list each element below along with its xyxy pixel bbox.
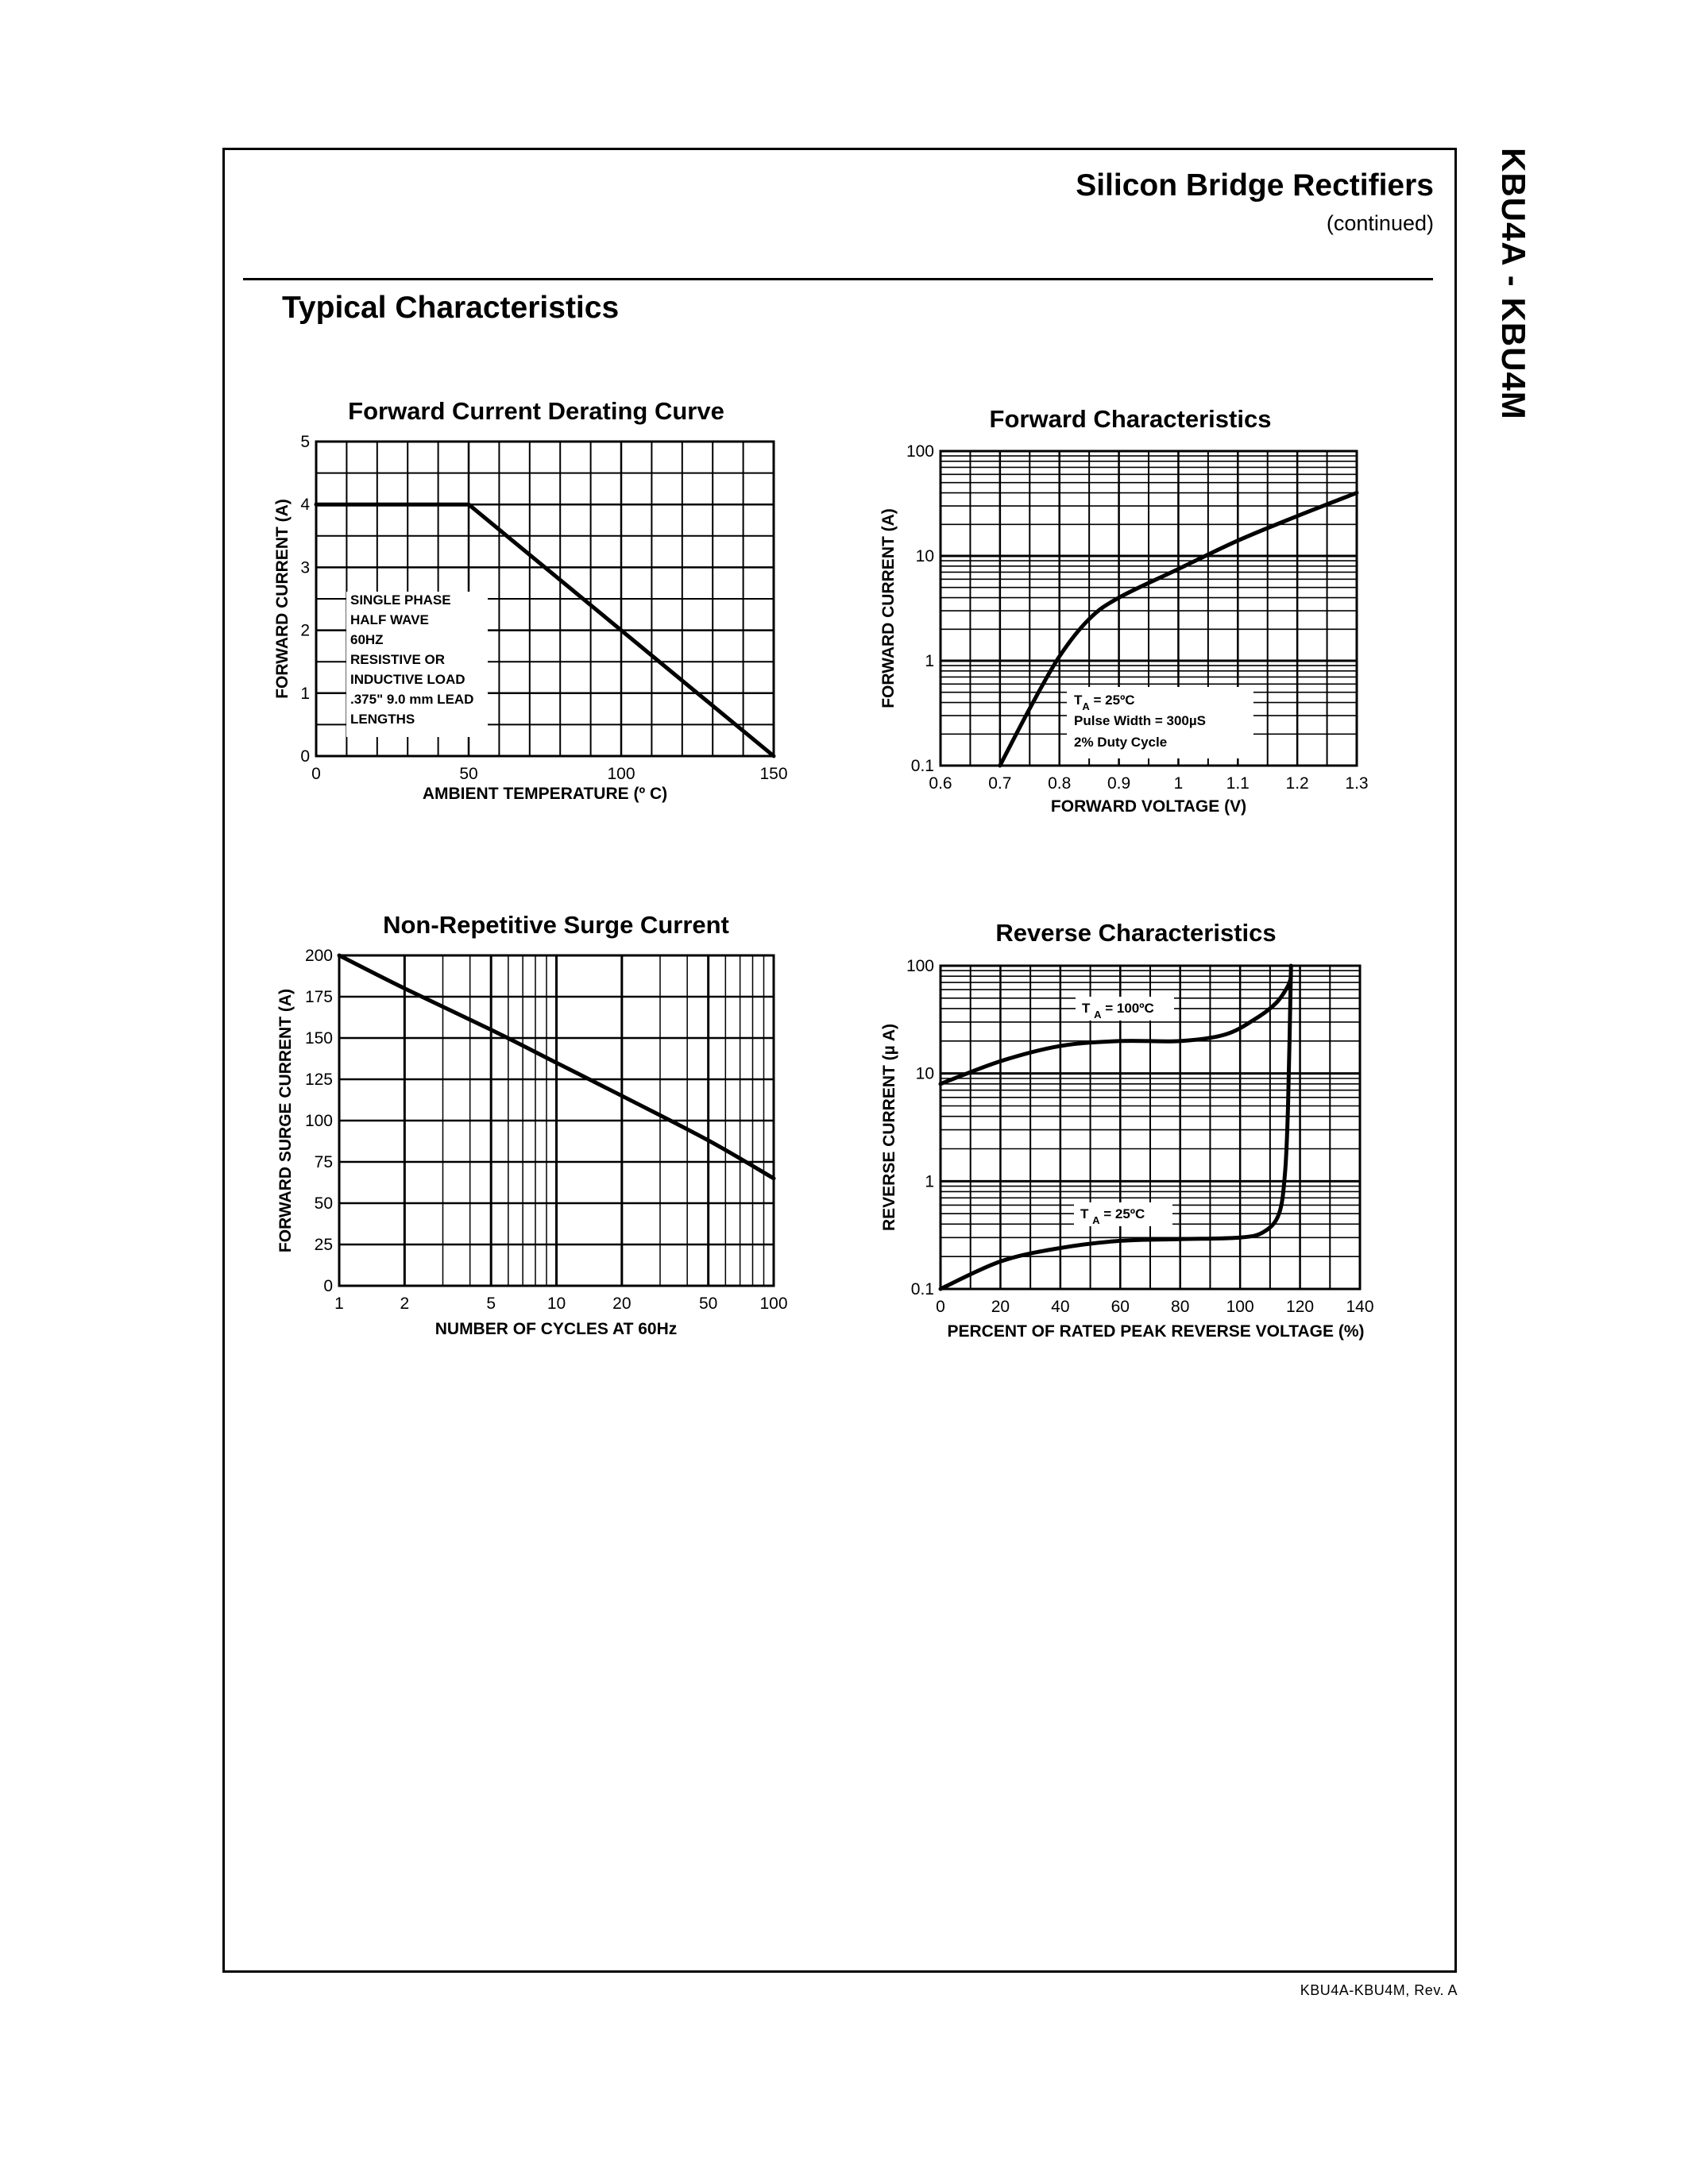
x-tick-label: 50 [459, 765, 478, 783]
chart-4 [880, 919, 1374, 1341]
series-line-1 [941, 976, 1291, 1084]
footer-revision: KBU4A-KBU4M, Rev. A [1300, 1982, 1458, 1998]
annotation-line: 2% Duty Cycle [1074, 735, 1168, 750]
x-tick-label: 0.7 [988, 774, 1012, 793]
annotation-line: RESISTIVE OR [350, 652, 446, 667]
x-tick-label: 150 [759, 765, 788, 783]
annotation-line: HALF WAVE [350, 612, 429, 627]
y-tick-label: 100 [304, 1112, 333, 1130]
y-tick-label: 100 [906, 957, 934, 975]
chart-1 [273, 397, 788, 803]
y-axis-label: FORWARD CURRENT (A) [273, 499, 292, 699]
y-axis-label: REVERSE CURRENT (µ A) [880, 1023, 898, 1232]
x-axis-label: NUMBER OF CYCLES AT 60Hz [435, 1320, 678, 1338]
x-tick-label: 0 [936, 1298, 945, 1316]
x-tick-label: 60 [1111, 1298, 1130, 1316]
chart-2 [879, 405, 1369, 816]
annotation-line: LENGTHS [350, 712, 415, 727]
document-title: Silicon Bridge Rectifiers [1076, 168, 1434, 203]
y-tick-label: 175 [304, 988, 333, 1006]
annotation-subscript: A [1092, 1214, 1100, 1226]
y-tick-label: 4 [300, 496, 310, 515]
y-tick-label: 10 [915, 547, 934, 565]
x-tick-label: 0.8 [1048, 774, 1072, 793]
x-tick-label: 0 [311, 765, 321, 783]
x-tick-label: 20 [612, 1295, 632, 1313]
chart-grid [339, 955, 774, 1286]
x-tick-label: 100 [607, 765, 635, 783]
annotation-line: INDUCTIVE LOAD [350, 672, 465, 687]
x-tick-label: 80 [1171, 1298, 1190, 1316]
annotation-line: .375" 9.0 mm LEAD [350, 692, 474, 707]
y-tick-label: 75 [314, 1153, 333, 1171]
y-axis-label: FORWARD SURGE CURRENT (A) [276, 988, 295, 1253]
annotation-tspan: = 25ºC [1089, 693, 1135, 708]
y-tick-label: 3 [300, 558, 310, 577]
x-tick-label: 140 [1346, 1298, 1374, 1316]
x-tick-label: 40 [1051, 1298, 1070, 1316]
y-tick-label: 0.1 [910, 757, 934, 775]
x-tick-label: 1.2 [1285, 774, 1309, 793]
x-tick-label: 100 [759, 1295, 788, 1313]
x-tick-label: 100 [1226, 1298, 1254, 1316]
y-tick-label: 10 [915, 1064, 934, 1083]
x-tick-label: 5 [486, 1295, 496, 1313]
chart-title: Forward Current Derating Curve [348, 397, 724, 425]
x-tick-label: 1.1 [1226, 774, 1250, 793]
annotation-tspan: T [1074, 693, 1083, 708]
section-title: Typical Characteristics [282, 291, 620, 325]
x-tick-label: 10 [547, 1295, 566, 1313]
annotation-subscript: A [1094, 1009, 1102, 1021]
y-tick-label: 5 [300, 433, 310, 451]
y-tick-label: 125 [304, 1071, 333, 1089]
annotation-line: SINGLE PHASE [350, 592, 451, 608]
y-tick-label: 100 [906, 442, 934, 461]
y-tick-label: 0 [323, 1277, 333, 1295]
x-tick-label: 20 [991, 1298, 1010, 1316]
annotation-line: Pulse Width = 300µS [1074, 713, 1206, 728]
annotation-subscript: A [1082, 700, 1090, 712]
chart-title: Reverse Characteristics [995, 919, 1277, 947]
annotation-tspan: T [1082, 1001, 1095, 1016]
x-axis-label: FORWARD VOLTAGE (V) [1050, 797, 1247, 816]
annotation-tspan: = 100ºC [1101, 1001, 1154, 1016]
x-tick-label: 1.3 [1345, 774, 1369, 793]
x-axis-label: AMBIENT TEMPERATURE (º C) [422, 785, 668, 803]
x-tick-label: 120 [1286, 1298, 1315, 1316]
y-tick-label: 1 [300, 684, 310, 703]
side-part-number-text: KBU4A - KBU4M [1495, 148, 1532, 420]
chart-title: Non-Repetitive Surge Current [383, 911, 729, 939]
chart-title: Forward Characteristics [989, 405, 1272, 433]
y-tick-label: 2 [300, 621, 310, 640]
x-tick-label: 2 [400, 1295, 410, 1313]
y-tick-label: 1 [925, 1172, 934, 1191]
x-tick-label: 1 [334, 1295, 344, 1313]
chart-3 [276, 911, 788, 1338]
y-tick-label: 150 [304, 1029, 333, 1048]
x-tick-label: 1 [1173, 774, 1184, 793]
annotation-line: 60HZ [350, 632, 384, 647]
x-tick-label: 50 [698, 1295, 718, 1313]
y-axis-label: FORWARD CURRENT (A) [879, 508, 898, 708]
x-tick-label: 0.9 [1107, 774, 1131, 793]
annotation-tspan: T [1080, 1206, 1093, 1221]
x-axis-label: PERCENT OF RATED PEAK REVERSE VOLTAGE (%) [947, 1322, 1365, 1341]
y-tick-label: 1 [925, 652, 934, 670]
y-tick-label: 25 [314, 1236, 333, 1254]
x-tick-label: 0.6 [929, 774, 952, 793]
y-tick-label: 50 [314, 1194, 333, 1213]
y-tick-label: 0.1 [910, 1280, 934, 1298]
annotation-tspan: = 25ºC [1099, 1206, 1145, 1221]
document-subtitle: (continued) [1326, 211, 1434, 235]
y-tick-label: 200 [304, 947, 333, 965]
y-tick-label: 0 [300, 747, 310, 766]
